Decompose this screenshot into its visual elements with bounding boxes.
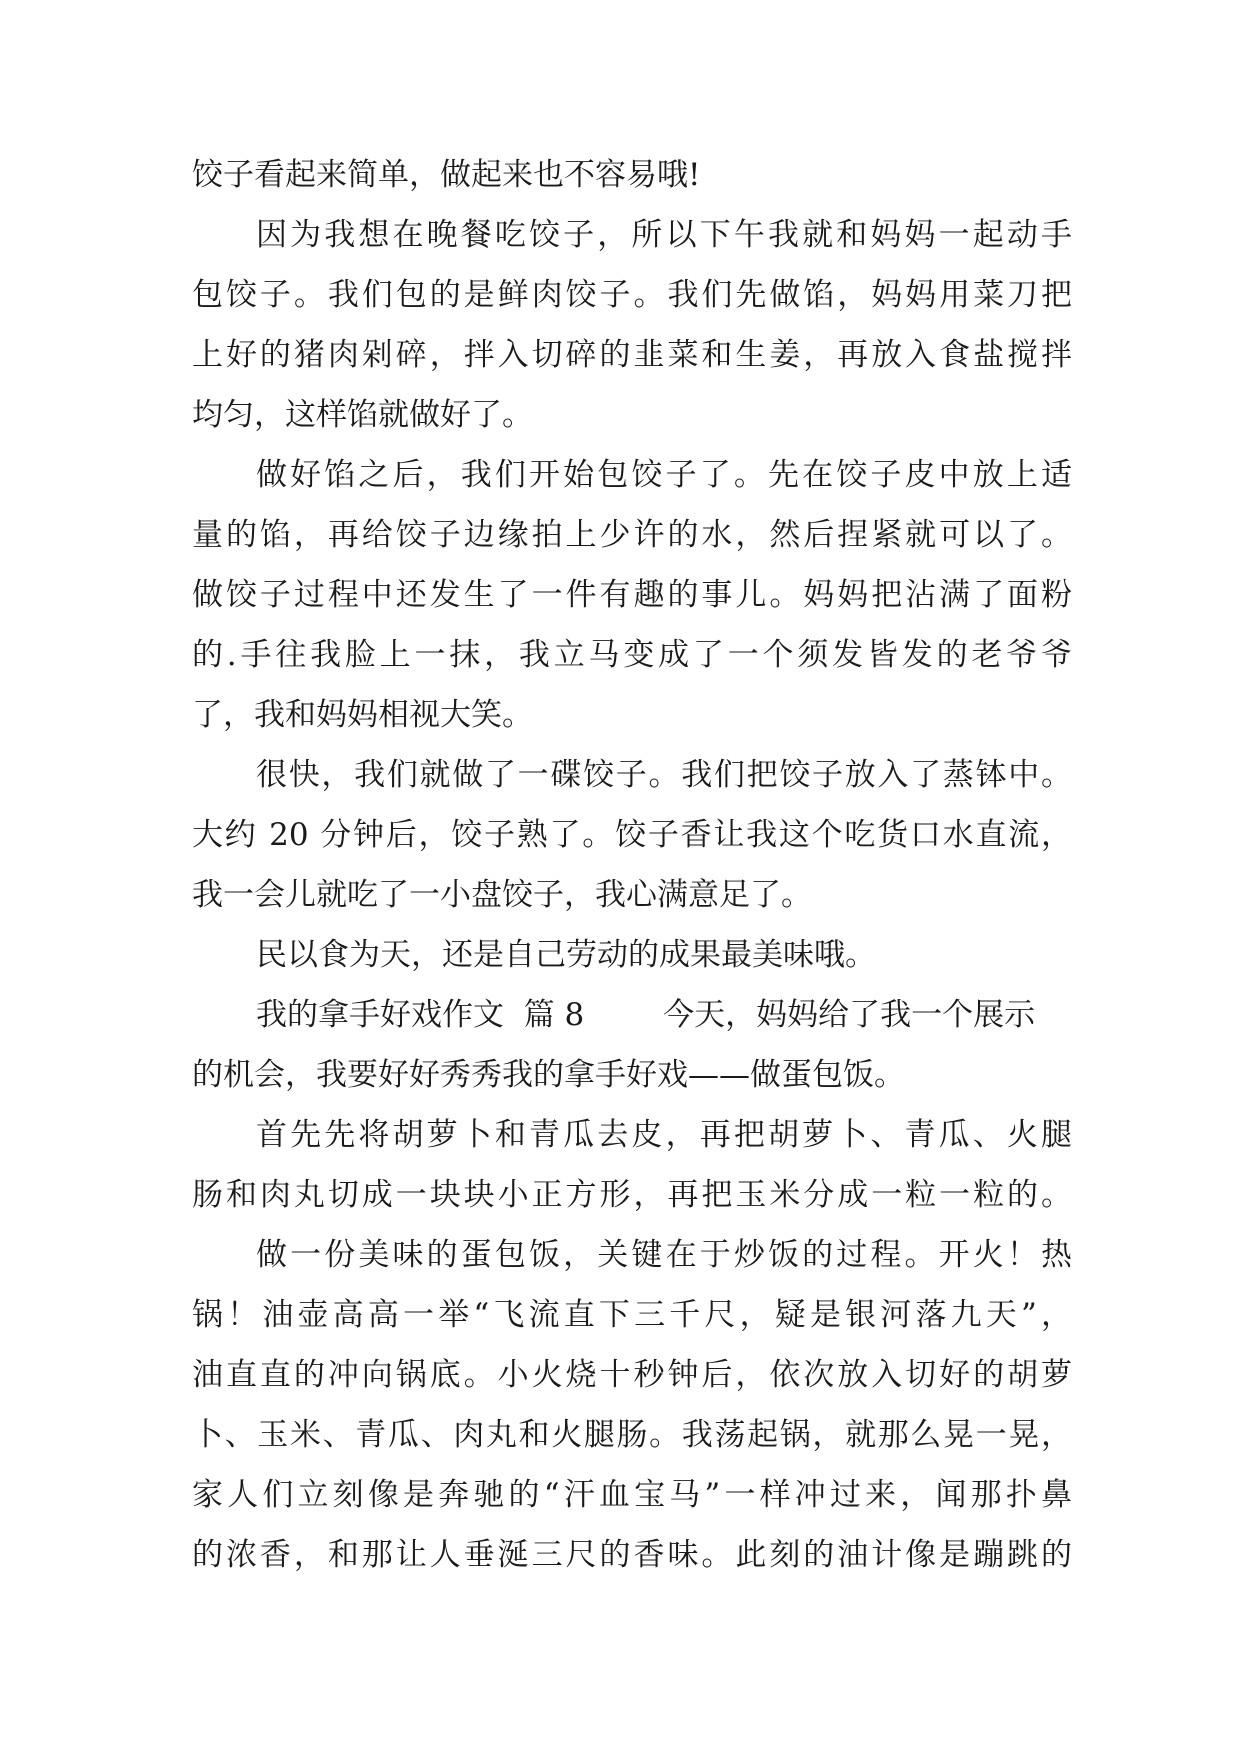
text-line: 的浓香，和那让人垂涎三尺的香味。此刻的油计像是蹦跳的 [192, 1537, 1072, 1573]
text-line: 很快，我们就做了一碟饺子。我们把饺子放入了蒸钵中。 [256, 757, 1072, 793]
text-line: 大约 20 分钟后，饺子熟了。饺子香让我这个吃货口水直流， [192, 817, 1072, 853]
text-line: 做饺子过程中还发生了一件有趣的事儿。妈妈把沾满了面粉 [192, 577, 1072, 613]
text-line: 家人们立刻像是奔驰的“汗血宝马”一样冲过来，闻那扑鼻 [192, 1477, 1072, 1513]
text-line: 我一会儿就吃了一小盘饺子，我心满意足了。 [192, 877, 812, 913]
text-line: 饺子看起来简单，做起来也不容易哦! [192, 157, 701, 193]
text-line: 的.手往我脸上一抹，我立马变成了一个须发皆发的老爷爷 [192, 637, 1072, 673]
text-line: 了，我和妈妈相视大笑。 [192, 697, 533, 733]
text-line: 因为我想在晚餐吃饺子，所以下午我就和妈妈一起动手 [256, 217, 1072, 253]
text-line: 做一份美味的蛋包饭，关键在于炒饭的过程。开火！热 [256, 1237, 1072, 1273]
section-heading-line: 我的拿手好戏作文 篇 8 今天，妈妈给了我一个展示 [256, 997, 1036, 1033]
text-line: 的机会，我要好好秀秀我的拿手好戏——做蛋包饭。 [192, 1057, 905, 1093]
text-line: 量的馅，再给饺子边缘拍上少许的水，然后捏紧就可以了。 [192, 517, 1072, 553]
text-line: 肠和肉丸切成一块块小正方形，再把玉米分成一粒一粒的。 [192, 1177, 1072, 1213]
text-line: 包饺子。我们包的是鲜肉饺子。我们先做馅，妈妈用菜刀把 [192, 277, 1072, 313]
text-line: 做好馅之后，我们开始包饺子了。先在饺子皮中放上适 [256, 457, 1072, 493]
text-line: 锅！油壶高高一举“飞流直下三千尺，疑是银河落九天”， [192, 1297, 1072, 1333]
text-line: 均匀，这样馅就做好了。 [192, 397, 533, 433]
text-line: 油直直的冲向锅底。小火烧十秒钟后，依次放入切好的胡萝 [192, 1357, 1072, 1393]
text-line: 上好的猪肉剁碎，拌入切碎的韭菜和生姜，再放入食盐搅拌 [192, 337, 1072, 373]
text-line: 民以食为天，还是自己劳动的成果最美味哦。 [256, 937, 876, 973]
text-line: 卜、玉米、青瓜、肉丸和火腿肠。我荡起锅，就那么晃一晃， [192, 1417, 1072, 1453]
text-line: 首先先将胡萝卜和青瓜去皮，再把胡萝卜、青瓜、火腿 [256, 1117, 1072, 1153]
